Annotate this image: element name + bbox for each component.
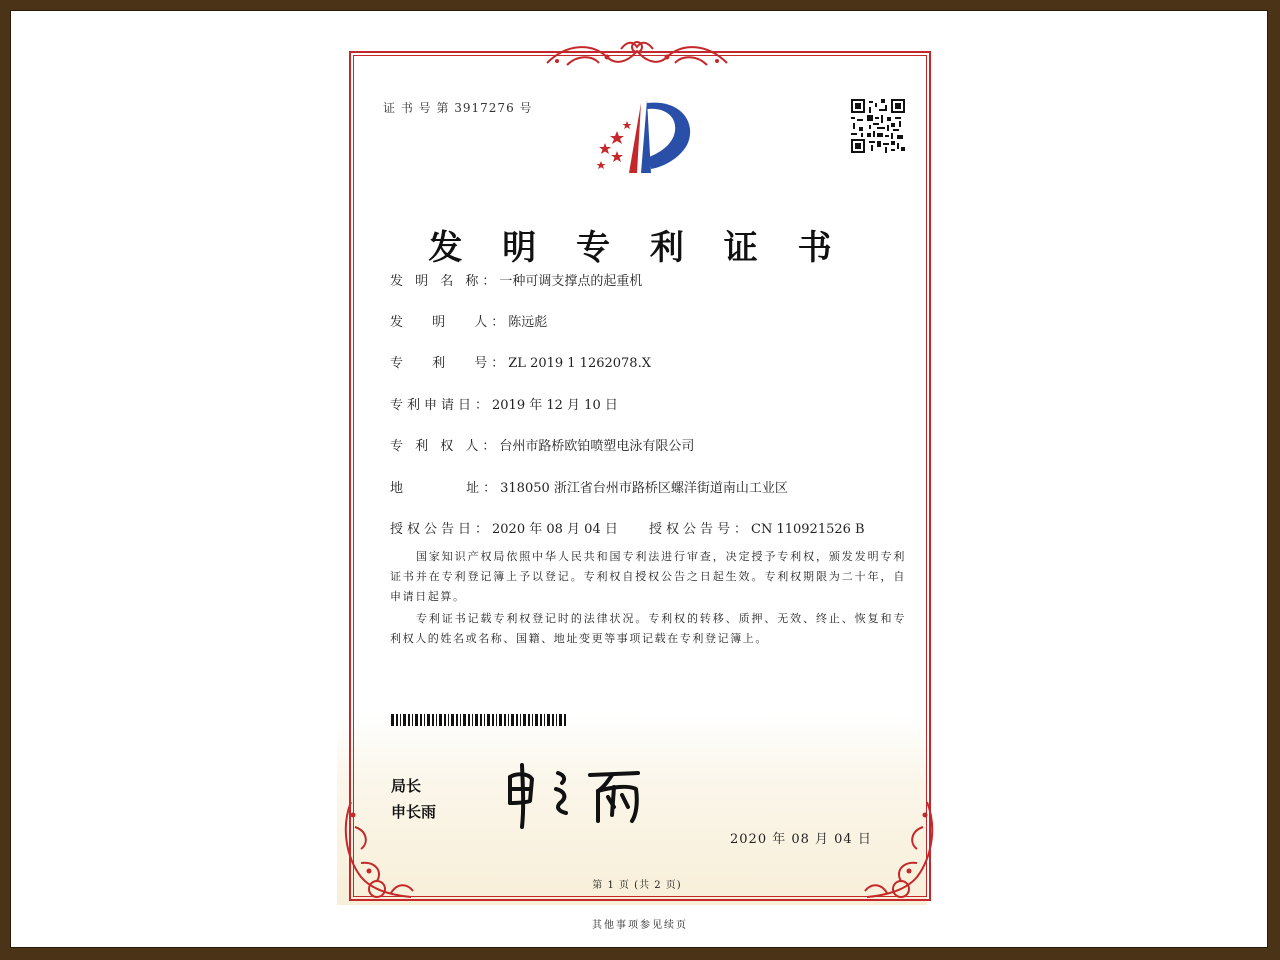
certificate-sheet <box>337 37 927 905</box>
issue-date: 2020 年 08 月 04 日 <box>730 832 872 847</box>
field-label: 授权公告号： <box>649 522 752 537</box>
field-value: CN 110921526 B <box>751 522 865 537</box>
cnipa-logo-icon <box>587 95 697 177</box>
field-grant-date <box>390 518 618 537</box>
barcode-icon <box>391 714 569 726</box>
field-label: 专利申请日： <box>390 398 493 413</box>
top-ornament-icon <box>537 37 737 73</box>
signer-title: 局长 <box>391 777 422 795</box>
field-address <box>390 477 788 496</box>
certificate-number: 证 书 号 第 3917276 号 <box>383 101 533 115</box>
field-label: 专 利 号： <box>390 356 509 371</box>
signature-icon <box>502 759 652 831</box>
field-inventor <box>390 311 547 330</box>
field-grant-number <box>649 518 865 537</box>
certificate-title: 发 明 专 利 证 书 <box>428 228 846 268</box>
qr-code-icon <box>851 99 905 153</box>
field-label: 授权公告日： <box>390 522 493 537</box>
field-value: ZL 2019 1 1262078.X <box>508 356 651 371</box>
footer-note: 其他事项参见续页 <box>592 920 688 931</box>
field-label: 专 利 权 人： <box>390 439 500 454</box>
field-patentee <box>390 435 694 454</box>
page-info: 第 1 页 (共 2 页) <box>592 880 682 891</box>
field-value: 一种可调支撑点的起重机 <box>499 274 643 289</box>
field-filing-date <box>390 394 618 413</box>
field-value: 2020 年 08 月 04 日 <box>492 522 618 537</box>
field-patent-number <box>390 352 651 371</box>
field-value: 2019 年 12 月 10 日 <box>492 398 618 413</box>
field-invention-name <box>390 270 642 289</box>
field-label: 发 明 人： <box>390 315 509 330</box>
field-value: 台州市路桥欧铂喷塑电泳有限公司 <box>499 439 695 454</box>
field-value: 陈远彪 <box>508 315 548 330</box>
statement-paragraph-1: 国家知识产权局依照中华人民共和国专利法进行审查，决定授予专利权，颁发发明专利证书并在专利登记簿上予以登记。专利权自授权公告之日起生效。专利权期限为二十年，自申请日起算。 <box>390 550 906 603</box>
field-label: 地 址： <box>390 481 501 496</box>
field-value: 318050 浙江省台州市路桥区螺洋街道南山工业区 <box>500 481 788 496</box>
statement-paragraph-2: 专利证书记载专利权登记时的法律状况。专利权的转移、质押、无效、终止、恢复和专利权人的姓名或名称、国籍、地址变更等事项记载在专利登记簿上。 <box>390 612 906 645</box>
signer-name: 申长雨 <box>391 803 437 821</box>
field-label: 发 明 名 称： <box>390 274 500 289</box>
